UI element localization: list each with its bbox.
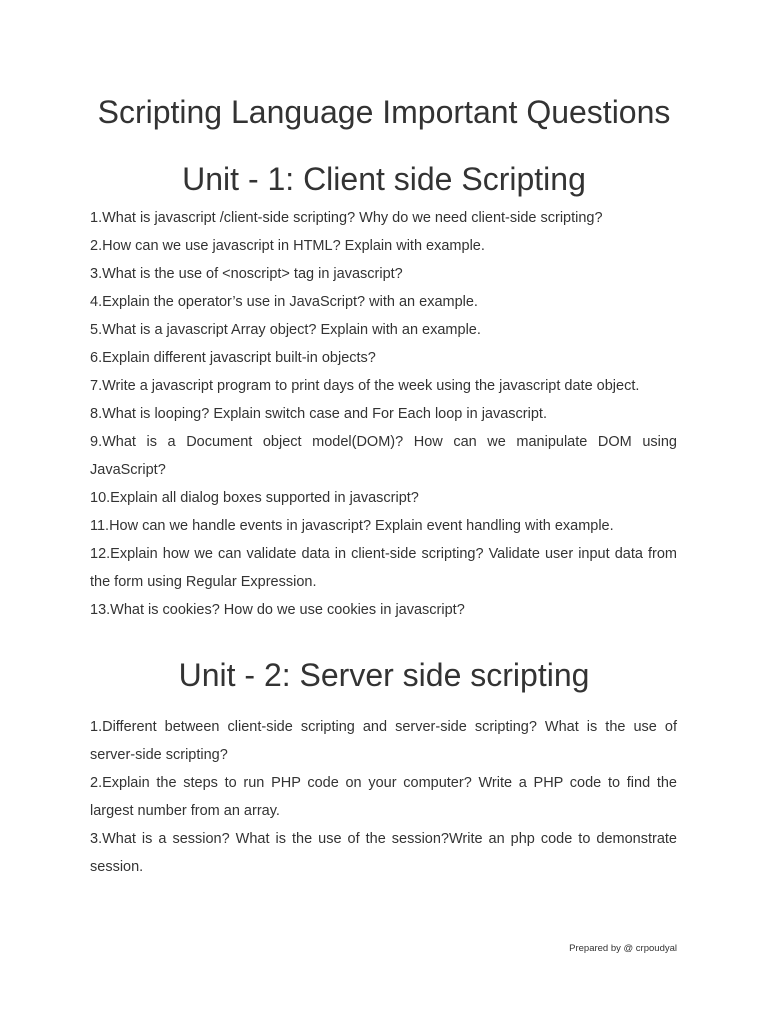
question-item: 5.What is a javascript Array object? Explain with an example. (90, 322, 481, 338)
footer-credit: Prepared by @ crpoudyal (569, 943, 677, 954)
question-item: 9.What is a Document object model(DOM)? How can we manipulate DOM using JavaScript? (90, 434, 677, 478)
question-item: 6.Explain different javascript built-in objects? (90, 350, 376, 366)
unit-2-heading: Unit - 2: Server side scripting (178, 657, 590, 693)
question-item: 7.Write a javascript program to print days of the week using the javascript date object. (90, 378, 640, 394)
unit-2-question-list (90, 713, 677, 881)
question-item: 11.How can we handle events in javascript? Explain event handling with example. (90, 518, 614, 534)
question-item: 13.What is cookies? How do we use cookies in javascript? (90, 602, 465, 618)
question-item: 3.What is a session? What is the use of the session?Write an php code to demonstrate session. (90, 831, 677, 875)
unit-1-question-list (90, 204, 677, 624)
question-item: 8.What is looping? Explain switch case and For Each loop in javascript. (90, 406, 547, 422)
question-item: 12.Explain how we can validate data in client-side scripting? Validate user input data from the form using Regular Expression. (90, 546, 677, 590)
question-item: 2.Explain the steps to run PHP code on your computer? Write a PHP code to find the largest number from an array. (90, 775, 677, 819)
unit-1-heading: Unit - 1: Client side Scripting (182, 161, 586, 197)
document-title: Scripting Language Important Questions (97, 94, 671, 130)
question-item: 1.Different between client-side scripting and server-side scripting? What is the use of server-side scripting? (90, 719, 677, 763)
question-item: 3.What is the use of <noscript> tag in javascript? (90, 266, 403, 282)
question-item: 10.Explain all dialog boxes supported in javascript? (90, 490, 419, 506)
question-item: 2.How can we use javascript in HTML? Explain with example. (90, 238, 485, 254)
question-item: 4.Explain the operator’s use in JavaScript? with an example. (90, 294, 478, 310)
question-item: 1.What is javascript /client-side scripting? Why do we need client-side scripting? (90, 210, 603, 226)
